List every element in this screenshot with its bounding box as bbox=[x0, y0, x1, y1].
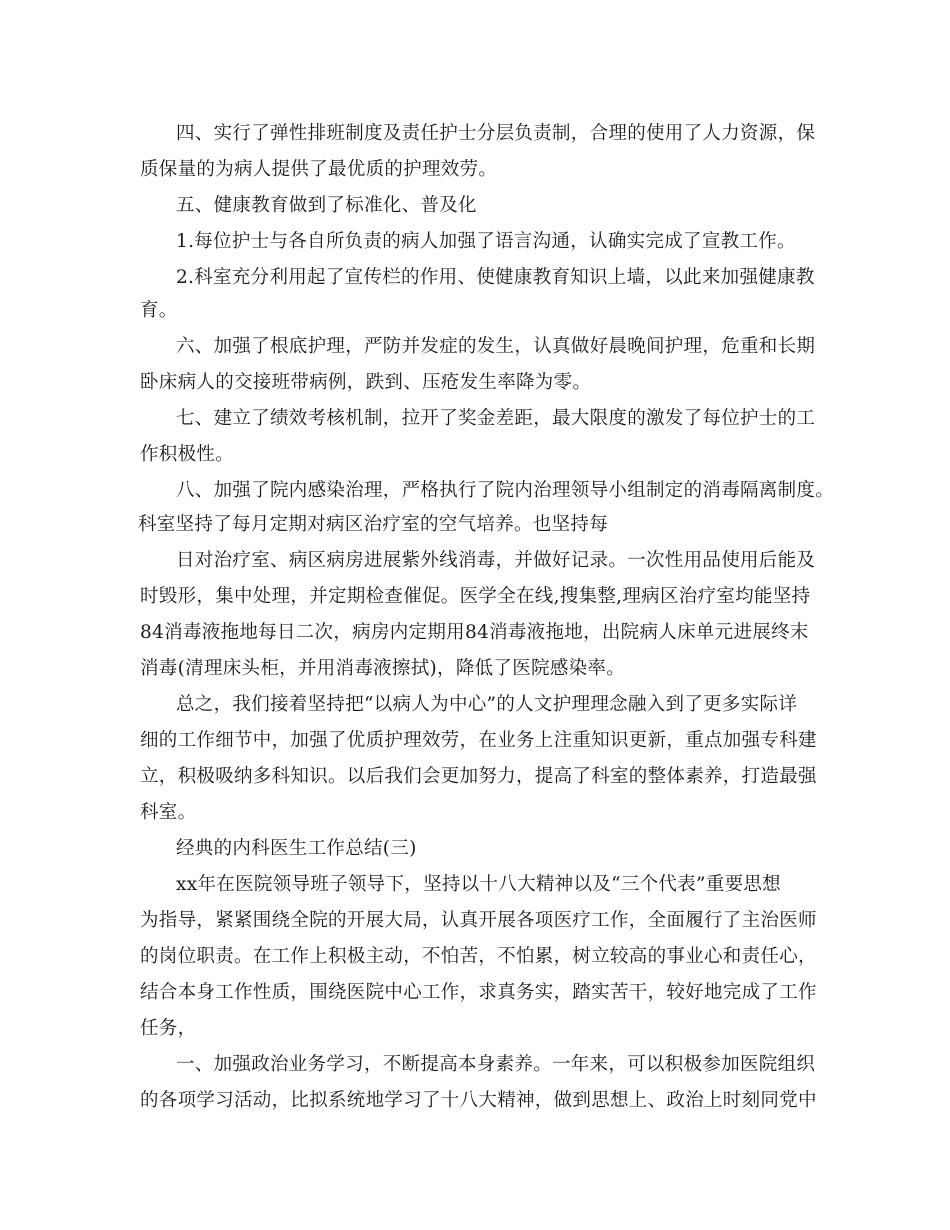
paragraph-4-line-1: 四、实行了弹性排班制度及责任护士分层负责制，合理的使用了人力资源，保 bbox=[176, 123, 816, 144]
item-2-line-2: 育。 bbox=[140, 300, 178, 321]
summary-line-2: 细的工作细节中，加强了优质护理效劳，在业务上注重知识更新，重点加强专科建 bbox=[140, 730, 817, 751]
section-title: 经典的内科医生工作总结(三) bbox=[176, 838, 417, 859]
paragraph-7-line-1: 七、建立了绩效考核机制，拉开了奖金差距，最大限度的激发了每位护士的工 bbox=[176, 408, 816, 429]
paragraph-8b-line-2: 时毁形，集中处理，并定期检查催促。医学全在线,搜集整,理病区治疗室均能坚持 bbox=[140, 586, 811, 607]
summary-line-3: 立，积极吸纳多科知识。以后我们会更加努力，提高了科室的整体素养，打造最强 bbox=[140, 766, 817, 787]
paragraph-8b-line-4: 消毒(清理床头柜，并用消毒液擦拭)，降低了医院感染率。 bbox=[140, 658, 626, 679]
paragraph-1-line-1: 一、加强政治业务学习，不断提高本身素养。一年来，可以积极参加医院组织 bbox=[176, 1054, 816, 1075]
summary-line-4: 科室。 bbox=[140, 802, 197, 823]
intro-line-1: xx年在医院领导班子领导下，坚持以十八大精神以及“三个代表”重要思想 bbox=[176, 874, 781, 895]
paragraph-6-line-1: 六、加强了根底护理，严防并发症的发生，认真做好晨晚间护理，危重和长期 bbox=[176, 336, 816, 357]
paragraph-6-line-2: 卧床病人的交接班带病例，跌到、压疮发生率降为零。 bbox=[140, 372, 592, 393]
paragraph-8-line-2: 科室坚持了每月定期对病区治疗室的空气培养。也坚持每 bbox=[138, 514, 609, 535]
paragraph-7-line-2: 作积极性。 bbox=[140, 444, 235, 465]
paragraph-1-line-2: 的各项学习活动，比拟系统地学习了十八大精神，做到思想上、政治上时刻同党中 bbox=[140, 1090, 817, 1111]
summary-line-1: 总之，我们接着坚持把“以病人为中心”的人文护理理念融入到了更多实际详 bbox=[176, 694, 798, 715]
item-2-line-1: 2.科室充分利用起了宣传栏的作用、使健康教育知识上墙，以此来加强健康教 bbox=[176, 267, 815, 288]
item-1: 1.每位护士与各自所负责的病人加强了语言沟通，认确实完成了宣教工作。 bbox=[176, 231, 796, 252]
paragraph-8-line-1: 八、加强了院内感染治理，严格执行了院内治理领导小组制定的消毒隔离制度。 bbox=[176, 480, 835, 501]
intro-line-3: 的岗位职责。在工作上积极主动，不怕苦，不怕累，树立较高的事业心和责任心， bbox=[140, 946, 817, 967]
intro-line-5: 任务， bbox=[140, 1018, 197, 1039]
paragraph-4-line-2: 质保量的为病人提供了最优质的护理效劳。 bbox=[140, 159, 498, 180]
heading-5: 五、健康教育做到了标准化、普及化 bbox=[176, 195, 477, 216]
intro-line-2: 为指导，紧紧围绕全院的开展大局，认真开展各项医疗工作，全面履行了主治医师 bbox=[140, 910, 817, 931]
paragraph-8b-line-1: 日对治疗室、病区病房进展紫外线消毒，并做好记录。一次性用品使用后能及 bbox=[176, 550, 816, 571]
intro-line-4: 结合本身工作性质，围绕医院中心工作，求真务实，踏实苦干，较好地完成了工作 bbox=[140, 982, 817, 1003]
paragraph-8b-line-3: 84消毒液拖地每日二次，病房内定期用84消毒液拖地，出院病人床单元进展终末 bbox=[140, 622, 809, 643]
